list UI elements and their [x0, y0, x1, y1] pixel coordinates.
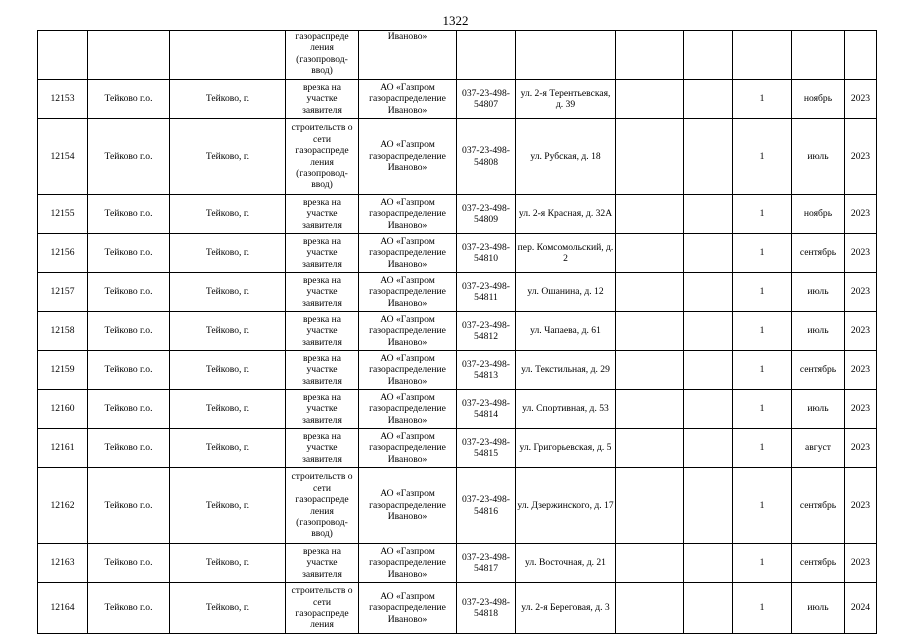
cell-qty: 1: [733, 312, 792, 351]
cell-work-type: врезка на участке заявителя: [286, 80, 359, 119]
cell-empty-1: [616, 468, 684, 544]
cell-address: ул. Дзержинского, д. 17: [516, 468, 616, 544]
cell-month: сентябрь: [792, 234, 845, 273]
table-row: [38, 351, 877, 390]
cell-locality: [170, 31, 286, 80]
page-number: [0, 13, 905, 29]
cell-month: июль: [792, 119, 845, 195]
table-row: [38, 312, 877, 351]
cell-qty: 1: [733, 390, 792, 429]
cell-empty-2: [684, 195, 733, 234]
cell-empty-1: [616, 390, 684, 429]
cell-code: 037-23-498-54808: [457, 119, 516, 195]
cell-organization: АО «Газпром газораспределение Иваново»: [359, 234, 457, 273]
cell-empty-2: [684, 351, 733, 390]
cell-locality: Тейково, г.: [170, 351, 286, 390]
cell-num: 12163: [38, 544, 88, 583]
cell-address: ул. Григорьевская, д. 5: [516, 429, 616, 468]
cell-qty: 1: [733, 429, 792, 468]
cell-qty: 1: [733, 468, 792, 544]
cell-work-type: врезка на участке заявителя: [286, 234, 359, 273]
cell-locality: Тейково, г.: [170, 429, 286, 468]
table-row: [38, 429, 877, 468]
cell-empty-2: [684, 273, 733, 312]
cell-num: 12160: [38, 390, 88, 429]
cell-code: [457, 31, 516, 80]
cell-organization: АО «Газпром газораспределение Иваново»: [359, 351, 457, 390]
table-row-continuation: [38, 31, 877, 80]
cell-year: 2023: [845, 273, 877, 312]
table-row: [38, 390, 877, 429]
cell-year: 2023: [845, 429, 877, 468]
cell-empty-2: [684, 468, 733, 544]
cell-year: 2023: [845, 468, 877, 544]
cell-qty: 1: [733, 273, 792, 312]
cell-qty: 1: [733, 544, 792, 583]
cell-locality: Тейково, г.: [170, 583, 286, 634]
cell-empty-1: [616, 234, 684, 273]
cell-month: ноябрь: [792, 195, 845, 234]
cell-empty-1: [616, 119, 684, 195]
cell-year: 2023: [845, 390, 877, 429]
cell-work-type: врезка на участке заявителя: [286, 351, 359, 390]
cell-qty: 1: [733, 583, 792, 634]
cell-address: ул. Чапаева, д. 61: [516, 312, 616, 351]
cell-empty-1: [616, 351, 684, 390]
cell-code: 037-23-498-54816: [457, 468, 516, 544]
cell-code: 037-23-498-54809: [457, 195, 516, 234]
cell-district: Тейково г.о.: [88, 468, 170, 544]
cell-organization: АО «Газпром газораспределение Иваново»: [359, 195, 457, 234]
cell-month: июль: [792, 312, 845, 351]
cell-address: ул. Ошанина, д. 12: [516, 273, 616, 312]
cell-empty-2: [684, 31, 733, 80]
cell-year: 2023: [845, 544, 877, 583]
cell-work-type: врезка на участке заявителя: [286, 390, 359, 429]
cell-empty-2: [684, 80, 733, 119]
cell-code: 037-23-498-54813: [457, 351, 516, 390]
cell-locality: Тейково, г.: [170, 80, 286, 119]
table-row: [38, 195, 877, 234]
cell-locality: Тейково, г.: [170, 468, 286, 544]
cell-address: ул. Восточная, д. 21: [516, 544, 616, 583]
cell-month: июль: [792, 273, 845, 312]
cell-organization: АО «Газпром газораспределение Иваново»: [359, 429, 457, 468]
cell-year: 2023: [845, 119, 877, 195]
registry-table: [37, 30, 877, 634]
cell-empty-1: [616, 195, 684, 234]
cell-month: август: [792, 429, 845, 468]
cell-empty-1: [616, 273, 684, 312]
cell-organization: АО «Газпром газораспределение Иваново»: [359, 80, 457, 119]
cell-address: ул. 2-я Красная, д. 32А: [516, 195, 616, 234]
cell-code: 037-23-498-54814: [457, 390, 516, 429]
cell-month: июль: [792, 390, 845, 429]
cell-district: Тейково г.о.: [88, 390, 170, 429]
cell-empty-2: [684, 312, 733, 351]
cell-empty-1: [616, 312, 684, 351]
cell-code: 037-23-498-54818: [457, 583, 516, 634]
cell-year: 2023: [845, 312, 877, 351]
cell-empty-2: [684, 583, 733, 634]
cell-district: Тейково г.о.: [88, 544, 170, 583]
cell-empty-1: [616, 583, 684, 634]
cell-year: 2023: [845, 80, 877, 119]
table-row: [38, 273, 877, 312]
cell-work-type: врезка на участке заявителя: [286, 273, 359, 312]
table-row: [38, 119, 877, 195]
cell-organization: АО «Газпром газораспределение Иваново»: [359, 390, 457, 429]
cell-locality: Тейково, г.: [170, 273, 286, 312]
cell-num: 12159: [38, 351, 88, 390]
cell-qty: [733, 31, 792, 80]
cell-code: 037-23-498-54807: [457, 80, 516, 119]
table-row: [38, 80, 877, 119]
cell-work-type: строительств о сети газораспреде ления (газопровод- ввод): [286, 119, 359, 195]
cell-address: [516, 31, 616, 80]
cell-locality: Тейково, г.: [170, 234, 286, 273]
cell-code: 037-23-498-54811: [457, 273, 516, 312]
table-row: [38, 544, 877, 583]
cell-district: Тейково г.о.: [88, 234, 170, 273]
cell-locality: Тейково, г.: [170, 195, 286, 234]
table-row: [38, 583, 877, 634]
cell-year: [845, 31, 877, 80]
cell-organization: АО «Газпром газораспределение Иваново»: [359, 583, 457, 634]
cell-empty-2: [684, 544, 733, 583]
cell-num: 12156: [38, 234, 88, 273]
cell-organization: АО «Газпром газораспределение Иваново»: [359, 273, 457, 312]
cell-work-type: врезка на участке заявителя: [286, 429, 359, 468]
cell-address: ул. Спортивная, д. 53: [516, 390, 616, 429]
cell-work-type: врезка на участке заявителя: [286, 312, 359, 351]
cell-year: 2023: [845, 234, 877, 273]
cell-district: Тейково г.о.: [88, 80, 170, 119]
cell-month: сентябрь: [792, 468, 845, 544]
cell-month: ноябрь: [792, 80, 845, 119]
table-row: [38, 234, 877, 273]
cell-district: Тейково г.о.: [88, 119, 170, 195]
cell-empty-2: [684, 119, 733, 195]
cell-address: ул. Рубская, д. 18: [516, 119, 616, 195]
cell-district: [88, 31, 170, 80]
cell-month: сентябрь: [792, 351, 845, 390]
cell-empty-2: [684, 429, 733, 468]
page-number-text: 1322: [442, 13, 469, 28]
cell-district: Тейково г.о.: [88, 351, 170, 390]
cell-organization: АО «Газпром газораспределение Иваново»: [359, 468, 457, 544]
cell-num: 12162: [38, 468, 88, 544]
cell-work-type: врезка на участке заявителя: [286, 544, 359, 583]
cell-qty: 1: [733, 119, 792, 195]
cell-district: Тейково г.о.: [88, 429, 170, 468]
cell-organization: АО «Газпром газораспределение Иваново»: [359, 544, 457, 583]
cell-address: ул. 2-я Береговая, д. 3: [516, 583, 616, 634]
cell-empty-1: [616, 31, 684, 80]
cell-year: 2023: [845, 351, 877, 390]
cell-num: 12161: [38, 429, 88, 468]
cell-num: 12157: [38, 273, 88, 312]
cell-work-type: строительств о сети газораспреде ления (газопровод- ввод): [286, 468, 359, 544]
cell-num: 12158: [38, 312, 88, 351]
cell-num: [38, 31, 88, 80]
cell-num: 12154: [38, 119, 88, 195]
cell-empty-2: [684, 390, 733, 429]
table-row: [38, 468, 877, 544]
cell-district: Тейково г.о.: [88, 273, 170, 312]
cell-locality: Тейково, г.: [170, 312, 286, 351]
cell-num: 12164: [38, 583, 88, 634]
cell-qty: 1: [733, 234, 792, 273]
cell-locality: Тейково, г.: [170, 119, 286, 195]
cell-code: 037-23-498-54817: [457, 544, 516, 583]
cell-district: Тейково г.о.: [88, 312, 170, 351]
cell-qty: 1: [733, 351, 792, 390]
cell-year: 2024: [845, 583, 877, 634]
cell-work-type: газораспреде ления (газопровод- ввод): [286, 31, 359, 80]
cell-address: пер. Комсомольский, д. 2: [516, 234, 616, 273]
cell-district: Тейково г.о.: [88, 583, 170, 634]
cell-empty-1: [616, 544, 684, 583]
cell-year: 2023: [845, 195, 877, 234]
cell-work-type: врезка на участке заявителя: [286, 195, 359, 234]
cell-month: [792, 31, 845, 80]
cell-district: Тейково г.о.: [88, 195, 170, 234]
cell-organization: Иваново»: [359, 31, 457, 80]
cell-address: ул. 2-я Терентьевская, д. 39: [516, 80, 616, 119]
cell-num: 12153: [38, 80, 88, 119]
cell-empty-1: [616, 80, 684, 119]
cell-code: 037-23-498-54815: [457, 429, 516, 468]
cell-code: 037-23-498-54812: [457, 312, 516, 351]
cell-empty-2: [684, 234, 733, 273]
cell-month: сентябрь: [792, 544, 845, 583]
cell-code: 037-23-498-54810: [457, 234, 516, 273]
cell-organization: АО «Газпром газораспределение Иваново»: [359, 119, 457, 195]
cell-work-type: строительств о сети газораспреде ления: [286, 583, 359, 634]
cell-organization: АО «Газпром газораспределение Иваново»: [359, 312, 457, 351]
cell-qty: 1: [733, 195, 792, 234]
cell-num: 12155: [38, 195, 88, 234]
cell-address: ул. Текстильная, д. 29: [516, 351, 616, 390]
cell-qty: 1: [733, 80, 792, 119]
cell-empty-1: [616, 429, 684, 468]
cell-locality: Тейково, г.: [170, 390, 286, 429]
table-body: [38, 31, 877, 634]
cell-month: июль: [792, 583, 845, 634]
cell-locality: Тейково, г.: [170, 544, 286, 583]
